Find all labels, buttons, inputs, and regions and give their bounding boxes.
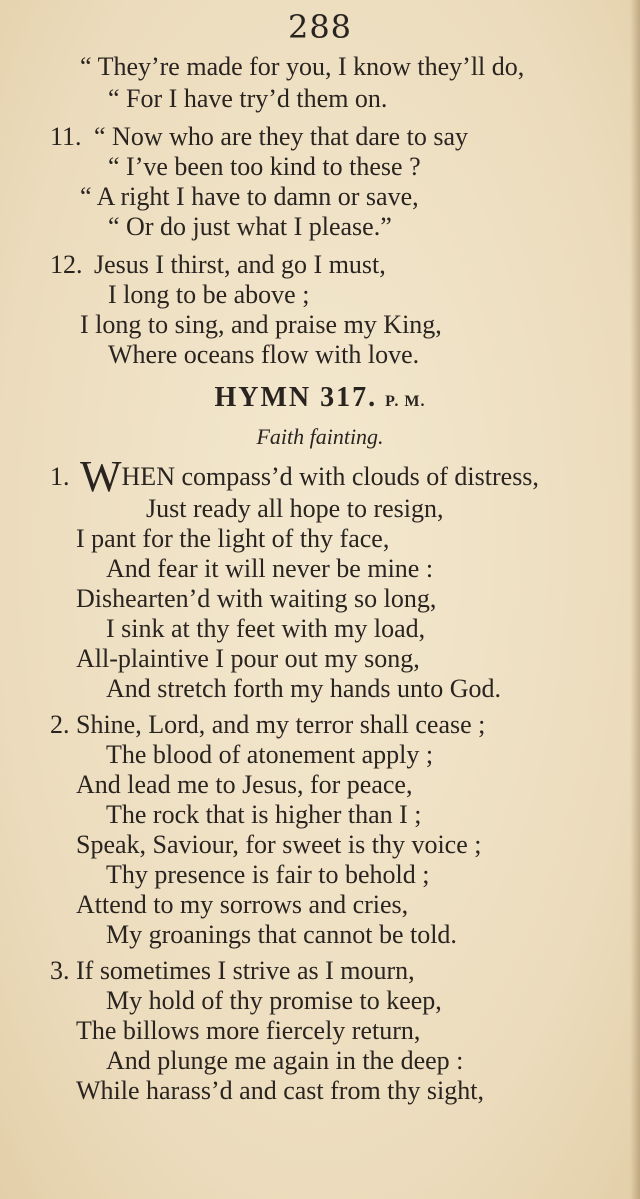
verse-line: And plunge me again in the deep : xyxy=(106,1046,464,1075)
verse-line: I long to sing, and praise my King, xyxy=(80,310,442,339)
verse-line: While harass’d and cast from thy sight, xyxy=(76,1076,484,1105)
verse-line: My groanings that cannot be told. xyxy=(106,920,457,949)
hymn-title xyxy=(0,382,640,414)
verse-number: 1. xyxy=(50,462,70,491)
verse-line-rest: HEN compass’d with clouds of distress, xyxy=(121,462,539,491)
verse-line: If sometimes I strive as I mourn, xyxy=(76,956,415,985)
hymn-meter: P. M. xyxy=(385,393,426,410)
verse-line: My hold of thy promise to keep, xyxy=(106,986,442,1015)
verse-line: All-plaintive I pour out my song, xyxy=(76,644,420,673)
verse-line: “ I’ve been too kind to these ? xyxy=(108,152,421,181)
verse-number: 12. xyxy=(50,250,83,279)
verse-line: Jesus I thirst, and go I must, xyxy=(94,250,386,279)
page-number: 288 xyxy=(287,8,353,46)
verse-line: The billows more fiercely return, xyxy=(76,1016,421,1045)
verse-line: “ They’re made for you, I know they’ll do, xyxy=(80,52,525,81)
verse-line: “ A right I have to damn or save, xyxy=(80,182,419,211)
verse-line: I pant for the light of thy face, xyxy=(76,524,390,553)
verse-line: Thy presence is fair to behold ; xyxy=(106,860,430,889)
verse-line: And lead me to Jesus, for peace, xyxy=(76,770,413,799)
verse-line-first xyxy=(80,452,539,501)
verse-line: “ For I have try’d them on. xyxy=(108,84,388,113)
hymn-title-text: HYMN 317. xyxy=(214,382,378,413)
verse-line: And stretch forth my hands unto God. xyxy=(106,674,502,703)
verse-line: Where oceans flow with love. xyxy=(108,340,420,369)
verse-line: I sink at thy feet with my load, xyxy=(106,614,426,643)
verse-line: I long to be above ; xyxy=(108,280,310,309)
verse-line: The rock that is higher than I ; xyxy=(106,800,422,829)
verse-line: And fear it will never be mine : xyxy=(106,554,434,583)
verse-number: 11. xyxy=(50,122,82,151)
drop-capital: W xyxy=(80,452,122,501)
verse-line: Shine, Lord, and my terror shall cease ; xyxy=(76,710,486,739)
verse-line: “ Now who are they that dare to say xyxy=(94,122,468,151)
verse-line: “ Or do just what I please.” xyxy=(108,212,392,241)
verse-line: Dishearten’d with waiting so long, xyxy=(76,584,437,613)
verse-line: Attend to my sorrows and cries, xyxy=(76,890,409,919)
verse-number: 3. xyxy=(50,956,70,985)
verse-number: 2. xyxy=(50,710,70,739)
hymn-subtitle: Faith fainting. xyxy=(256,424,384,449)
verse-line: The blood of atonement apply ; xyxy=(106,740,434,769)
verse-line: Just ready all hope to resign, xyxy=(146,494,444,523)
verse-line: Speak, Saviour, for sweet is thy voice ; xyxy=(76,830,482,859)
